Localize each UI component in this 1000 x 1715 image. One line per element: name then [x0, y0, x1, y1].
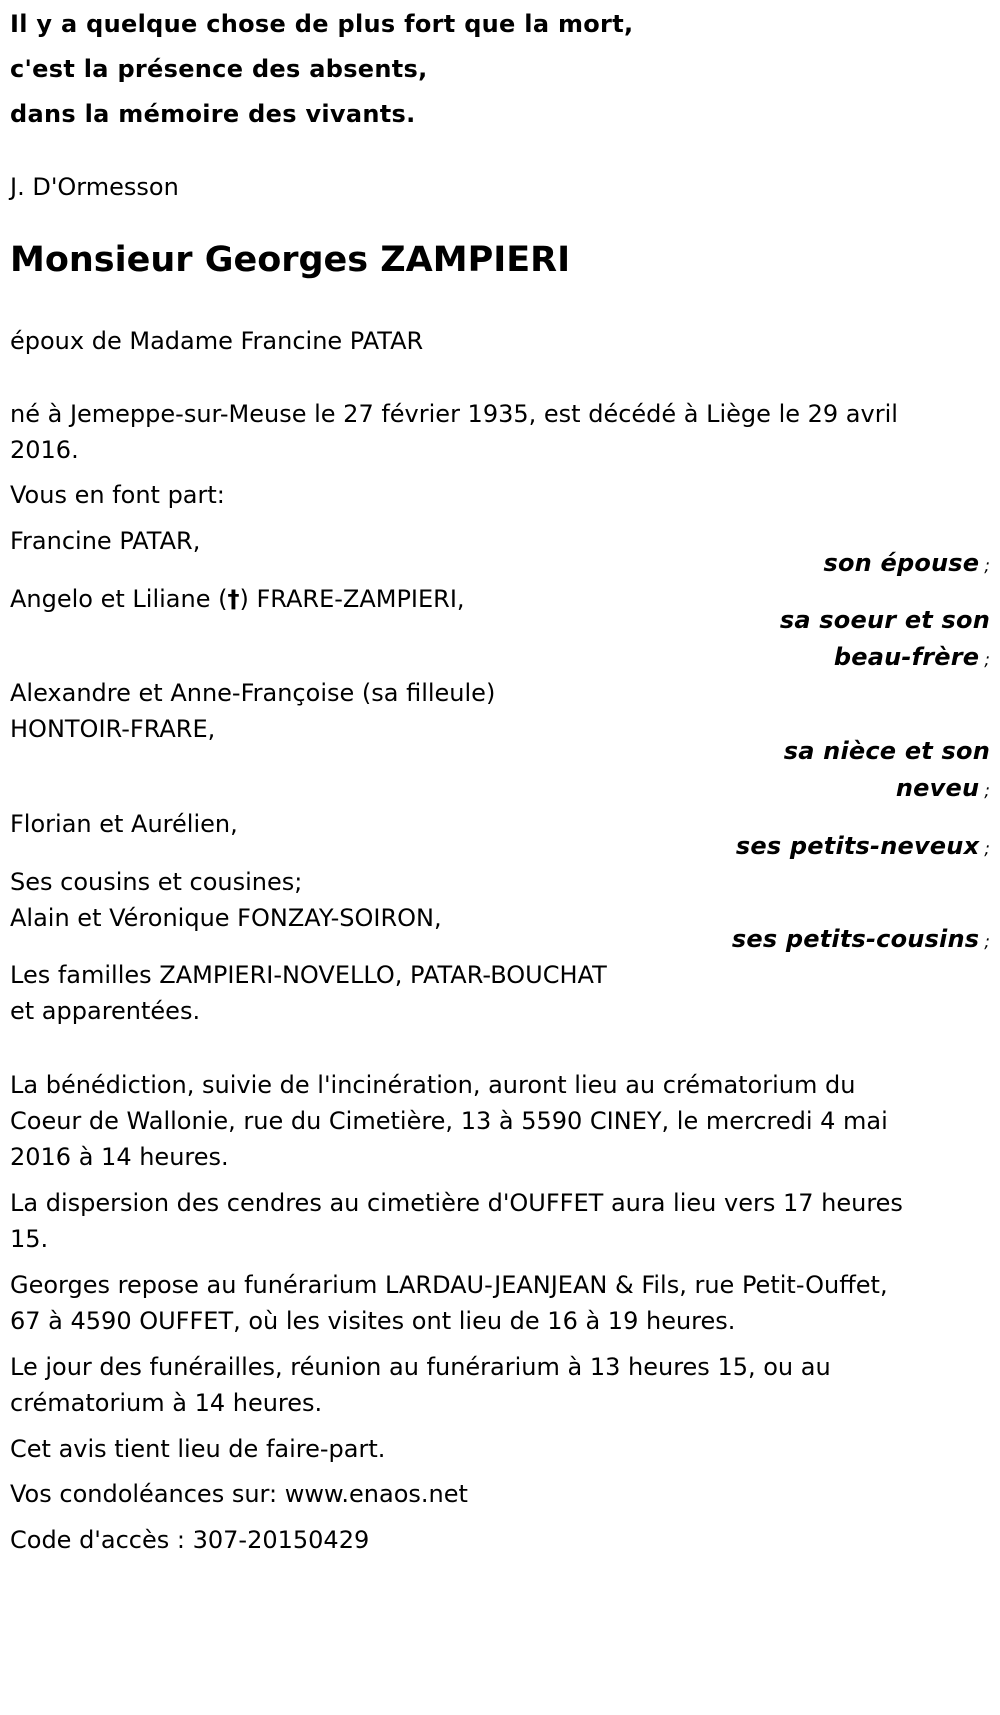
family-names: Florian et Aurélien,	[10, 810, 238, 838]
family-role	[784, 733, 990, 770]
role-terminator: ;	[984, 932, 990, 952]
family-names: Francine PATAR,	[10, 527, 201, 555]
condolences-line: Vos condoléances sur: www.enaos.net	[10, 1480, 468, 1508]
deceased-name: Monsieur Georges ZAMPIERI	[10, 240, 571, 280]
family-names: Alain et Véronique FONZAY-SOIRON,	[10, 904, 442, 932]
family-role-text: son épouse	[823, 549, 980, 577]
ashes-line: 15.	[10, 1225, 49, 1253]
birth-death-line: né à Jemeppe-sur-Meuse le 27 février 1935, est décédé à Liège le 29 avril	[10, 400, 898, 428]
family-role-text: ses petits-cousins	[731, 925, 980, 953]
role-terminator: ;	[984, 650, 990, 670]
access-code-line: Code d'accès : 307-20150429	[10, 1526, 370, 1554]
family-names: et apparentées.	[10, 997, 201, 1025]
family-names-part: Angelo et Liliane (	[10, 585, 228, 613]
meeting-line: Le jour des funérailles, réunion au funérarium à 13 heures 15, ou au	[10, 1353, 831, 1381]
family-role-text: sa nièce et son	[783, 737, 990, 765]
family-role	[823, 545, 990, 585]
quote-author: J. D'Ormesson	[10, 173, 179, 201]
family-names-part: ) FRARE-ZAMPIERI,	[239, 585, 465, 613]
role-terminator: ;	[984, 781, 990, 801]
family-role	[780, 602, 990, 639]
quote-line: dans la mémoire des vivants.	[10, 100, 416, 128]
notice-line: Cet avis tient lieu de faire-part.	[10, 1435, 386, 1463]
cross-icon: †	[227, 585, 240, 613]
family-names	[10, 581, 465, 618]
family-role-text: sa soeur et son	[779, 606, 990, 634]
quote-line: c'est la présence des absents,	[10, 55, 428, 83]
family-role-text: ses petits-neveux	[735, 832, 980, 860]
family-role	[834, 639, 990, 679]
family-role-text: neveu	[895, 774, 980, 802]
role-terminator: ;	[984, 839, 990, 859]
role-terminator: ;	[984, 556, 990, 576]
family-role	[896, 770, 990, 810]
birth-death-line: 2016.	[10, 436, 79, 464]
spouse-line: époux de Madame Francine PATAR	[10, 327, 424, 355]
family-role	[736, 828, 990, 868]
family-names: Ses cousins et cousines;	[10, 868, 303, 896]
intro-line: Vous en font part:	[10, 481, 225, 509]
ceremony-line: 2016 à 14 heures.	[10, 1143, 229, 1171]
funeral-home-line: Georges repose au funérarium LARDAU-JEANJEAN & Fils, rue Petit-Ouffet,	[10, 1271, 888, 1299]
family-names: Les familles ZAMPIERI-NOVELLO, PATAR-BOUCHAT	[10, 961, 607, 989]
family-names: HONTOIR-FRARE,	[10, 715, 216, 743]
meeting-line: crématorium à 14 heures.	[10, 1389, 323, 1417]
family-role	[732, 921, 990, 961]
ashes-line: La dispersion des cendres au cimetière d'OUFFET aura lieu vers 17 heures	[10, 1189, 903, 1217]
ceremony-line: Coeur de Wallonie, rue du Cimetière, 13 à 5590 CINEY, le mercredi 4 mai	[10, 1107, 888, 1135]
ceremony-line: La bénédiction, suivie de l'incinération, auront lieu au crématorium du	[10, 1071, 856, 1099]
quote-line: Il y a quelque chose de plus fort que la mort,	[10, 10, 634, 38]
family-names: Alexandre et Anne-Françoise (sa filleule)	[10, 679, 496, 707]
funeral-home-line: 67 à 4590 OUFFET, où les visites ont lieu de 16 à 19 heures.	[10, 1307, 736, 1335]
family-role-text: beau-frère	[833, 643, 980, 671]
